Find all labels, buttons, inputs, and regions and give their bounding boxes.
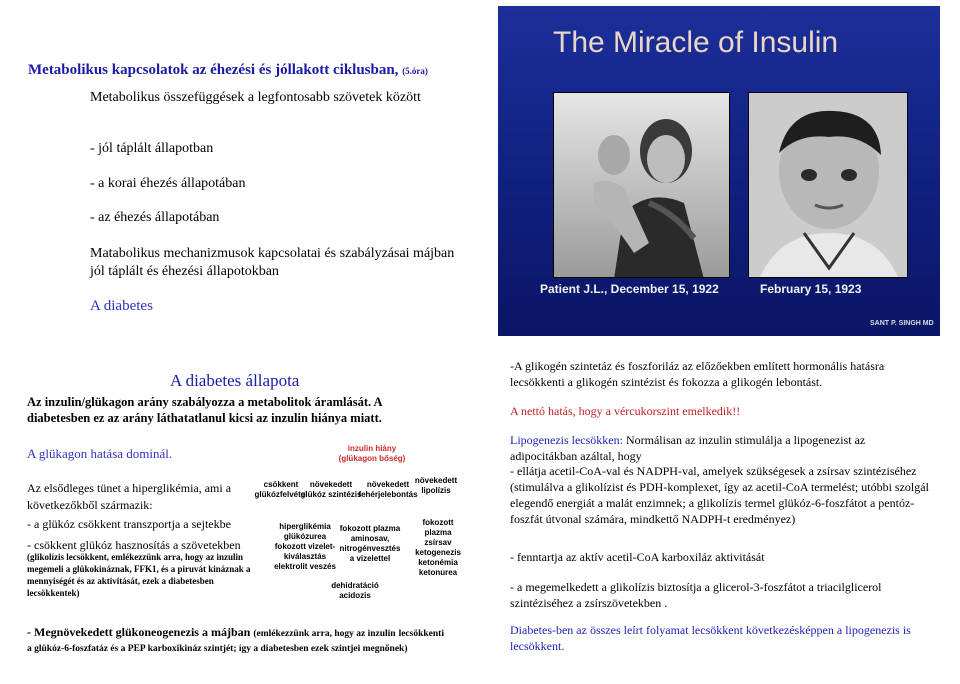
- slide4-glycogen: -A glikogén szintetáz és foszforiláz az előzőekben említett hormonális hatásra lecsökkenti a glikogén szintézist és fokozza a glikogén lebontást.: [510, 359, 885, 389]
- boy-portrait-photo-icon: [749, 93, 908, 278]
- diagram-reduced-uptake: csökkent glükózfelvétel: [254, 480, 308, 499]
- gluconeogenesis-note-a: (emlékezzünk arra, hogy az inzulin: [253, 629, 396, 639]
- gluconeogenesis-lead: - Megnövekedett glükoneogenezis a májban: [27, 625, 251, 639]
- slide3-transport: - a glükóz csökkent transzportja a sejtekbe: [27, 517, 231, 531]
- slide1-title-hour: (5.óra): [402, 66, 428, 76]
- slide3-primary-symptom: Az elsődleges tünet a hiperglikémia, ami a következőkből származik:: [27, 481, 232, 512]
- slide1-item-fasting: - az éhezés állapotában: [90, 210, 220, 225]
- slide4-lipogenesis-lead: Lipogenezis lecsökken:: [510, 433, 623, 447]
- photo-caption-after: February 15, 1923: [760, 282, 862, 296]
- slide4-carboxylase: - fenntartja az aktív acetil-CoA karboxiláz aktivitását: [510, 550, 765, 564]
- slide4-conclusion: [510, 622, 930, 654]
- diagram-plasma-aminoacid: fokozott plazma aminosav, nitrogénvesztés a vizelettel: [339, 524, 401, 563]
- slide1-item-wellfed: - jól táplált állapotban: [90, 141, 214, 156]
- photo-caption-before: Patient J.L., December 15, 1922: [540, 282, 719, 296]
- photo-credit: SANT P. SINGH MD: [870, 320, 934, 327]
- slide1-title-text: Metabolikus kapcsolatok az éhezési és jóllakott ciklusban,: [28, 62, 399, 78]
- diagram-lipolysis: növekedett lipolízis: [414, 476, 458, 495]
- slide3-utilization: - csökkent glükóz hasznosítás a szövetekben: [27, 538, 241, 552]
- slide3-title: A diabetes állapota: [170, 371, 300, 390]
- slide4-glycerol: - a megemelkedett a glikolízis biztosítja a glicerol-3-foszfátot a triacilglicerol szintéziséhez a zsírszövetekben .: [510, 580, 882, 610]
- slide4-lipogenesis: [510, 432, 930, 464]
- mother-child-photo-icon: [554, 93, 730, 278]
- patient-photo-after: [748, 92, 908, 278]
- slide4-net-effect-text: A nettó hatás, hogy a vércukorszint emelkedik!!: [510, 404, 741, 418]
- slide1-title: [28, 62, 428, 79]
- diagram-hyperglycemia: hiperglikémia glükózurea fokozott vizelet- kiválasztás elektrolit veszés: [274, 522, 336, 571]
- slide3-glucagon: A glükagon hatása dominál.: [27, 446, 173, 461]
- diagram-glucose-synthesis: növekedett glükóz szintézis: [300, 480, 362, 499]
- slide4-acetyl-coa: - ellátja acetil-CoA-val és NADPH-val, amelyek szükségesek a zsírsav szintéziséhez (stimulálva a glikolízist és PDH-komplexet, így az acetil-CoA termelést; utóbbi szolgál elegendő energiát a malát enzimnek; a glikolízis termel glükóz-6-foszfátot a pentóz-foszfát útvonal számára, mindkettő NADPH-t eredményez): [510, 464, 929, 526]
- slide4-lipogenesis-rest: Normálisan az inzulin stimulálja a lipogenezist az adipocitákban azáltal, hogy: [510, 433, 866, 463]
- miracle-title: The Miracle of Insulin: [553, 26, 839, 59]
- slide1-diabetes: A diabetes: [90, 298, 153, 314]
- diagram-ketogenesis: fokozott plazma zsírsav ketogenezis ketonémia ketonurea: [415, 518, 461, 577]
- slide4-net-effect: [510, 403, 930, 419]
- slide4-conclusion-text: Diabetes-ben az összes leírt folyamat lecsökkent következésképpen a lipogenezis is lecsökkent.: [510, 623, 911, 653]
- slide3-glycolysis-note: (glikolízis lecsökkent, emlékezzünk arra, hogy az inzulin megemeli a glükokináznak, FFK1, és a piruvát kináznak a mennyiségét és az aktivitását, ezek a diabetesben lecsökkentek): [27, 552, 251, 598]
- diagram-protein-breakdown: növekedett fehérjelebontás: [358, 480, 418, 499]
- diagram-insulin-deficiency: inzulin hiány (glükagon bőség): [338, 444, 406, 463]
- slide1-subtitle: Metabolikus összefüggések a legfontosabb szövetek között: [90, 90, 421, 105]
- slide3-ratio-text: Az inzulin/glükagon arány szabályozza a metabolitok áramlását. A diabetesben ez az arány láthatatlanul kicsi az inzulin hiánya miatt.: [27, 395, 382, 425]
- slide1-item-early-fasting: - a korai éhezés állapotában: [90, 176, 246, 191]
- patient-photo-before: [553, 92, 730, 278]
- slide1-mechanism: Matabolikus mechanizmusok kapcsolatai és szabályzásai májban jól táplált és éhezési állapotokban: [90, 246, 455, 279]
- diagram-dehydration: dehidratáció acidozis: [331, 581, 379, 600]
- gluconeogenesis-note-b: lecsökkenti a glükóz-6-foszfatáz és a PEP karboxikináz szintjét; így a diabetesben ezek szintjei megnőnek): [27, 629, 444, 654]
- slide3-gluconeogenesis: [27, 626, 447, 656]
